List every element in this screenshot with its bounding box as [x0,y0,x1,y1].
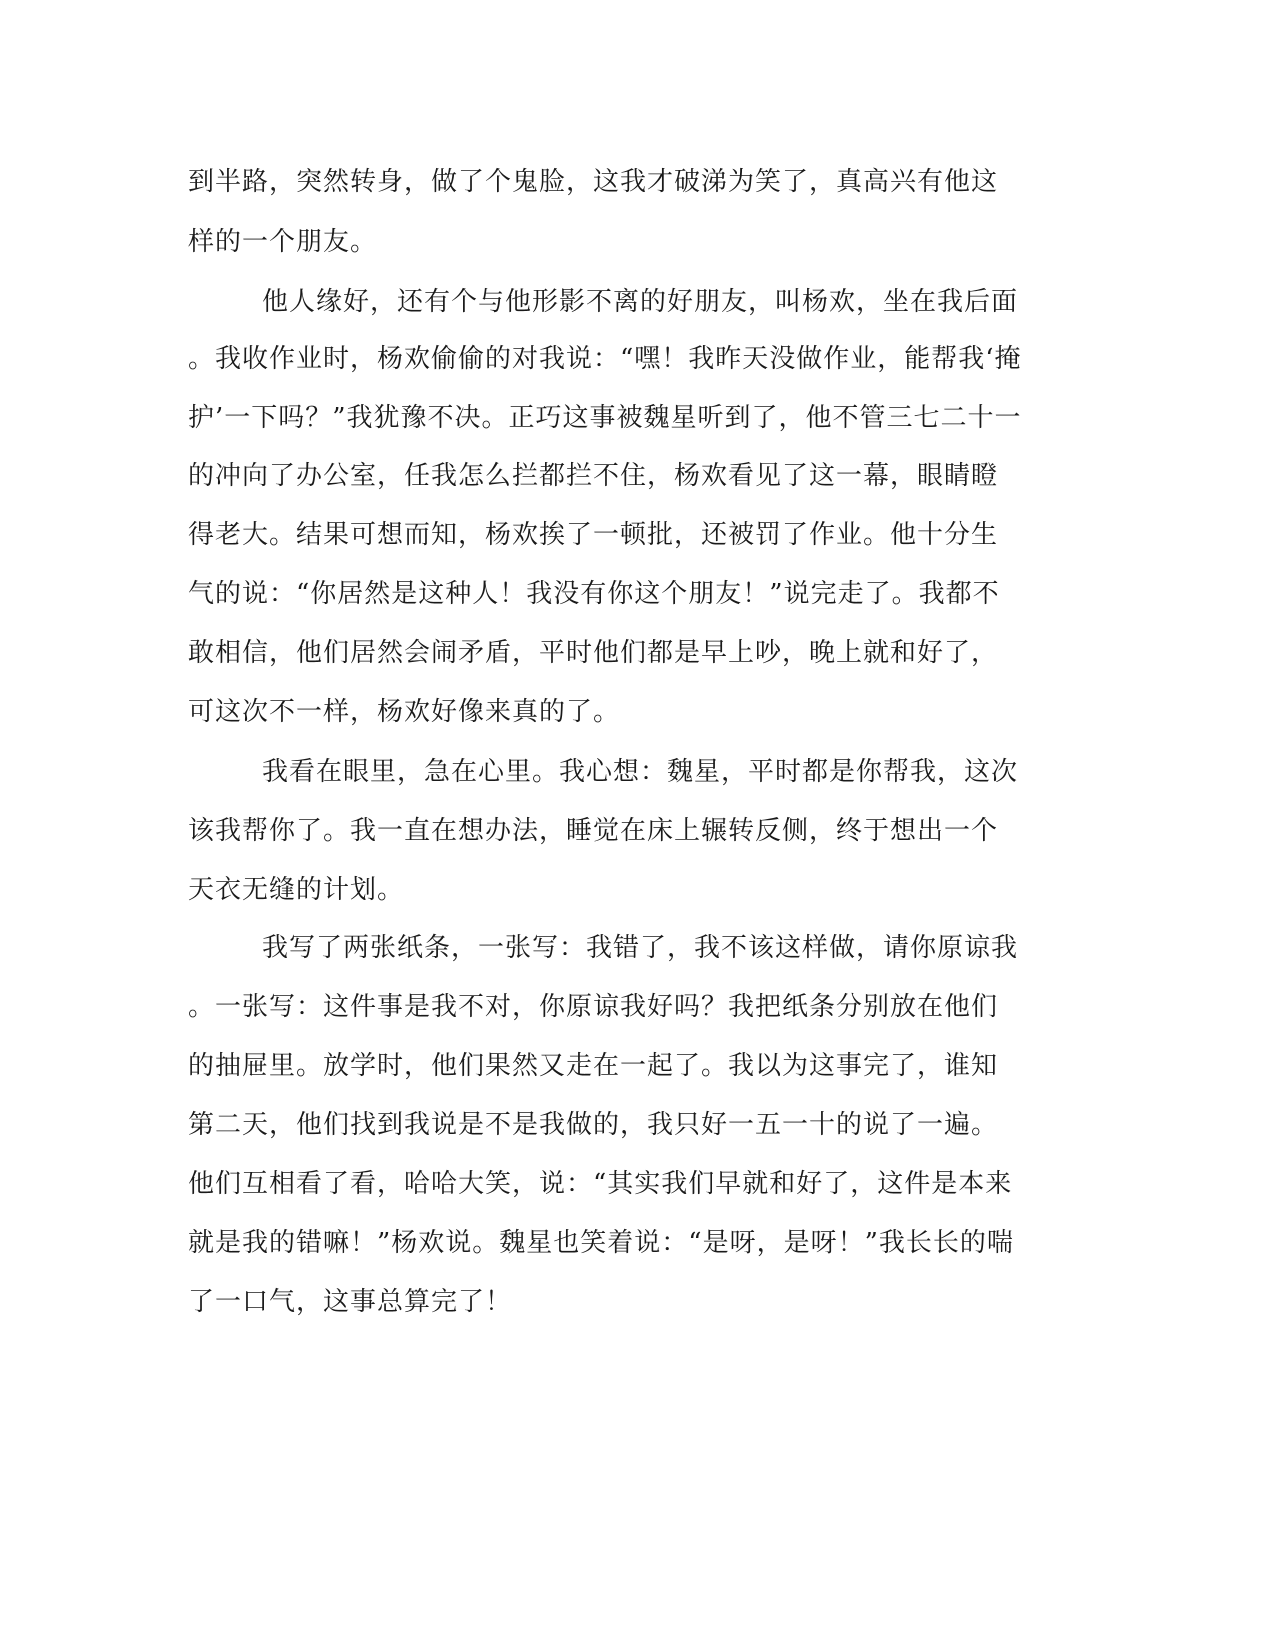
text-line: 该我帮你了。我一直在想办法，睡觉在床上辗转反侧，终于想出一个 [188,816,999,846]
text-line: 第二天，他们找到我说是不是我做的，我只好一五一十的说了一遍。 [188,1110,999,1140]
text-line: 天衣无缝的计划。 [188,875,405,905]
text-line: 样的一个朋友。 [188,227,378,257]
text-line: 护’一下吗？”我犹豫不决。正巧这事被魏星听到了，他不管三七二十一 [188,403,1022,433]
text-line: 。我收作业时，杨欢偷偷的对我说：“嘿！我昨天没做作业，能帮我‘掩 [188,344,1022,374]
text-line: 了一口气，这事总算完了！ [188,1287,513,1317]
text-line: 就是我的错嘛！”杨欢说。魏星也笑着说：“是呀，是呀！”我长长的喘 [188,1228,1014,1258]
text-line: 的冲向了办公室，任我怎么拦都拦不住，杨欢看见了这一幕，眼睛瞪 [188,461,999,491]
text-line: 的抽屉里。放学时，他们果然又走在一起了。我以为这事完了，谁知 [188,1051,999,1081]
text-line: 可这次不一样，杨欢好像来真的了。 [188,697,621,727]
text-line: 敢相信，他们居然会闹矛盾，平时他们都是早上吵，晚上就和好了， [188,638,999,668]
paragraph-first-line: 我写了两张纸条，一张写：我错了，我不该这样做，请你原谅我 [262,933,1019,963]
text-line: 他们互相看了看，哈哈大笑，说：“其实我们早就和好了，这件是本来 [188,1169,1013,1199]
text-line: 气的说：“你居然是这种人！我没有你这个朋友！”说完走了。我都不 [188,579,1000,609]
text-line: 得老大。结果可想而知，杨欢挨了一顿批，还被罚了作业。他十分生 [188,520,999,550]
text-line: 。一张写：这件事是我不对，你原谅我好吗？我把纸条分别放在他们 [188,992,999,1022]
paragraph-first-line: 他人缘好，还有个与他形影不离的好朋友，叫杨欢，坐在我后面 [262,287,1019,317]
paragraph-first-line: 我看在眼里，急在心里。我心想：魏星，平时都是你帮我，这次 [262,757,1019,787]
text-line: 到半路，突然转身，做了个鬼脸，这我才破涕为笑了，真高兴有他这 [188,167,999,197]
